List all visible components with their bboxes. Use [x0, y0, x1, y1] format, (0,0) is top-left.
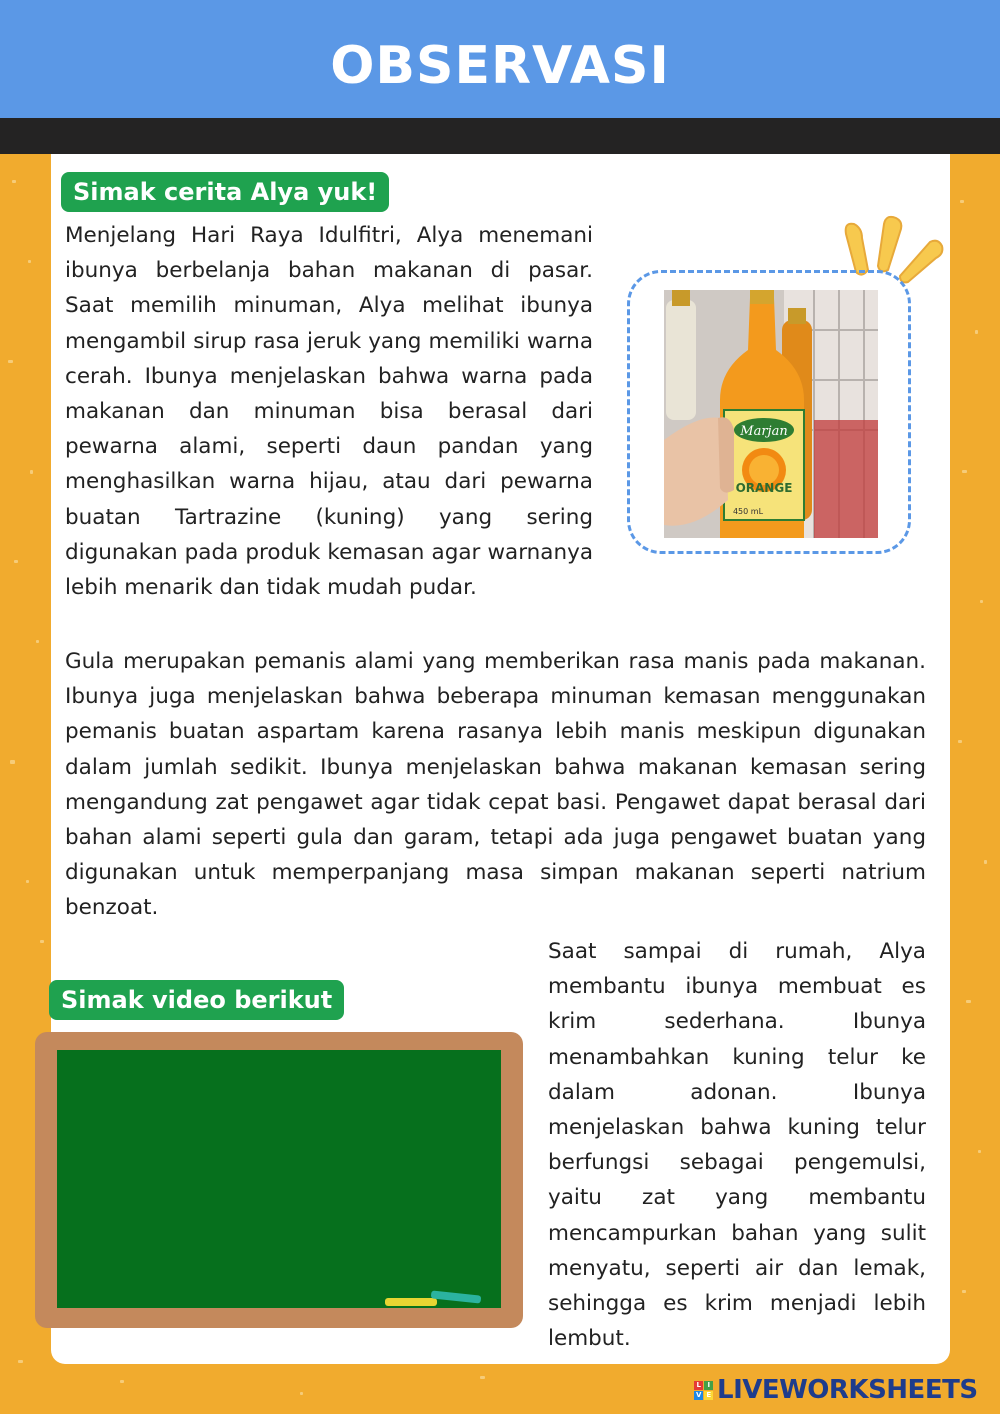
story-paragraph-1: Menjelang Hari Raya Idulfitri, Alya menemani ibunya berbelanja bahan makanan di pasar. Saat memilih minuman, Alya melihat ibunya mengambil sirup rasa jeruk yang memiliki warna cerah. Ibunya menjelaskan bahwa warna pada makanan dan minuman bisa berasal dari pewarna alami, seperti daun pandan yang menghasilkan warna hijau, atau dari pewarna buatan Tartrazine (kuning) yang sering digunakan pada produk kemasan agar warnanya lebih menarik dan tidak mudah pudar.: [65, 223, 593, 601]
liveworksheets-logo[interactable]: [694, 1372, 978, 1408]
story-section-label: Simak cerita Alya yuk!: [61, 172, 389, 212]
page-title: OBSERVASI: [0, 0, 1000, 118]
video-placeholder-chalkboard[interactable]: [35, 1032, 523, 1328]
story-paragraph-3: Saat sampai di rumah, Alya membantu ibunya membuat es krim sederhana. Ibunya menambahkan kuning telur ke dalam adonan. Ibunya menjelaskan bahwa kuning telur berfungsi sebagai pengemulsi, yaitu zat yang membantu mencampurkan bahan yang sulit menyatu, seperti air dan lemak, sehingga es krim menjadi lebih lembut.: [548, 939, 926, 1352]
syrup-bottle-photo: [664, 290, 878, 538]
yellow-chalk-icon: [385, 1298, 437, 1306]
liveworksheets-mark-icon: L I V E: [694, 1381, 713, 1400]
bottle-flavor-text: ORANGE: [735, 481, 793, 495]
bottle-volume-text: 450 mL: [732, 507, 764, 516]
story-paragraph-2: Gula merupakan pemanis alami yang memberikan rasa manis pada makanan. Ibunya juga menjelaskan bahwa beberapa minuman kemasan menggunakan pemanis buatan aspartam karena rasanya lebih manis meskipun digunakan dalam jumlah sedikit. Ibunya menjelaskan bahwa makanan kemasan sering mengandung zat pengawet agar tidak cepat basi. Pengawet dapat berasal dari bahan alami seperti gula dan garam, tetapi ada juga pengawet buatan yang digunakan untuk memperpanjang masa simpan makanan seperti natrium benzoat.: [65, 649, 926, 921]
liveworksheets-logo-text: LIVEWORKSHEETS: [717, 1375, 978, 1405]
video-section-label: Simak video berikut: [49, 980, 344, 1020]
bottle-brand-text: Marjan: [740, 424, 788, 439]
header-divider-bar: [0, 118, 1000, 154]
